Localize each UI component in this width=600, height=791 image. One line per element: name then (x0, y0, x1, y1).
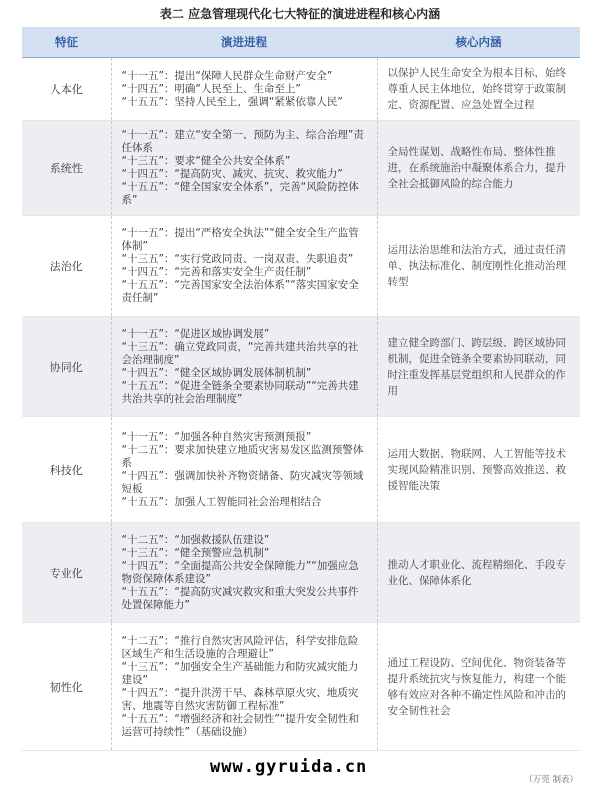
progress-line: “十一五”：提出“保障人民群众生命财产安全” (121, 69, 333, 82)
feature-cell: 系统性 (22, 121, 111, 216)
progress-cell (111, 317, 377, 417)
core-cell: 推动人才职业化、流程精细化、手段专业化、保障体系化 (377, 523, 580, 623)
feature-cell: 科技化 (22, 417, 111, 523)
table-title: 表二 应急管理现代化七大特征的演进进程和核心内涵 (159, 7, 441, 21)
table-row (22, 121, 580, 216)
table-row (22, 523, 580, 623)
credit-note: （万莞 制表） (524, 775, 578, 785)
progress-line: “十三五”：要求“健全公共安全体系” (121, 155, 291, 167)
progress-line: “十二五”：“加强救援队伍建设” (121, 533, 270, 546)
progress-line: “十三五”：确立党政同责，“完善共建共治共享的社会治理制度” (121, 340, 359, 366)
progress-line: “十二五”：要求加快建立地质灾害易发区监测预警体系 (121, 443, 364, 469)
table-row (22, 58, 580, 121)
progress-cell (111, 216, 377, 317)
progress-line: “十五五”：“促进全链条全要素协同联动”“完善共建共治共享的社会治理制度” (121, 379, 359, 405)
progress-line: “十四五”：“完善和落实安全生产责任制” (121, 266, 312, 278)
core-cell: 运用法治思维和法治方式，通过责任清单、执法标准化、制度刚性化推动治理转型 (377, 216, 580, 317)
progress-line: “十三五”：“实行党政同责、一岗双责、失职追责” (121, 253, 354, 265)
progress-cell (111, 121, 377, 216)
feature-cell: 韧性化 (22, 623, 111, 751)
header-feature: 特征 (22, 27, 111, 58)
progress-cell (111, 417, 377, 523)
table-row (22, 623, 580, 751)
feature-cell: 法治化 (22, 216, 111, 317)
progress-line: “十三五”：“加强安全生产基础能力和防灾减灾能力建设” (121, 660, 359, 686)
core-cell: 以保护人民生命安全为根本目标，始终尊重人民主体地位，始终贯穿于政策制定、资源配置、应急处置全过程 (377, 58, 580, 121)
table-header-row (22, 27, 580, 58)
core-cell: 运用大数据、物联网、人工智能等技术实现风险精准识别、预警高效推送、救援智能决策 (377, 417, 580, 523)
feature-cell: 专业化 (22, 523, 111, 623)
progress-cell (111, 623, 377, 751)
progress-line: “十一五”：“促进区域协调发展” (121, 327, 270, 340)
progress-line: “十四五”：强调加快补齐物资储备、防灾减灾等领域短板 (121, 469, 364, 495)
progress-line: “十四五”：明确“人民至上、生命至上” (121, 82, 301, 95)
progress-line: “十五五”：坚持人民至上，强调“紧紧依靠人民” (121, 95, 343, 108)
core-cell: 建立健全跨部门、跨层级、跨区域协同机制，促进全链条全要素协同联动，同时注重发挥基层党组织和人民群众的作用 (377, 317, 580, 417)
progress-cell (111, 523, 377, 623)
feature-cell: 人本化 (22, 58, 111, 121)
progress-line: “十五五”：“健全国家安全体系”，完善“风险防控体系” (121, 181, 359, 206)
progress-line: “十一五”：“加强各种自然灾害预测预报” (121, 430, 312, 443)
core-cell: 全局性谋划、战略性布局、整体性推进，在系统施治中凝聚体系合力，提升全社会抵御风险的综合能力 (377, 121, 580, 216)
features-table (22, 27, 580, 751)
progress-line: “十四五”：“提升洪涝干旱、森林草原火灾、地质灾害、地震等自然灾害防御工程标准” (121, 686, 359, 712)
progress-line: “十一五”：建立“安全第一、预防为主、综合治理”责任体系 (121, 129, 364, 154)
progress-line: “十四五”：“健全区域协调发展体制机制” (121, 366, 312, 379)
table-row (22, 417, 580, 523)
feature-cell: 协同化 (22, 317, 111, 417)
progress-line: “十五五”：加强人工智能同社会治理相结合 (121, 495, 322, 508)
progress-line: “十二五”：“推行自然灾害风险评估，科学安排危险区域生产和生活设施的合理避让” (121, 634, 359, 660)
progress-line: “十三五”：“健全预警应急机制” (121, 546, 270, 559)
header-progress: 演进进程 (111, 27, 377, 58)
progress-line: “十四五”：“全面提高公共安全保障能力”“加强应急物资保障体系建设” (121, 559, 359, 585)
watermark-text: www.gyruida.cn (210, 757, 368, 777)
progress-line: “十四五”：“提高防灾、减灾、抗灾、救灾能力” (121, 168, 343, 180)
table-row (22, 317, 580, 417)
header-core: 核心内涵 (377, 27, 580, 58)
table-row (22, 216, 580, 317)
progress-line: “十一五”：提出“严格安全执法”“健全安全生产监管体制” (121, 227, 359, 252)
core-cell: 通过工程设防、空间优化、物资装备等提升系统抗灾与恢复能力，构建一个能够有效应对各种不确定性风险和冲击的安全韧性社会 (377, 623, 580, 751)
progress-line: “十五五”：“增强经济和社会韧性”“提升安全韧性和运营可持续性”（基础设施） (121, 712, 359, 738)
progress-line: “十五五”：“完善国家安全法治体系”“落实国家安全责任制” (121, 279, 359, 304)
progress-cell (111, 58, 377, 121)
progress-line: “十五五”：“提高防灾减灾救灾和重大突发公共事件处置保障能力” (121, 585, 359, 611)
